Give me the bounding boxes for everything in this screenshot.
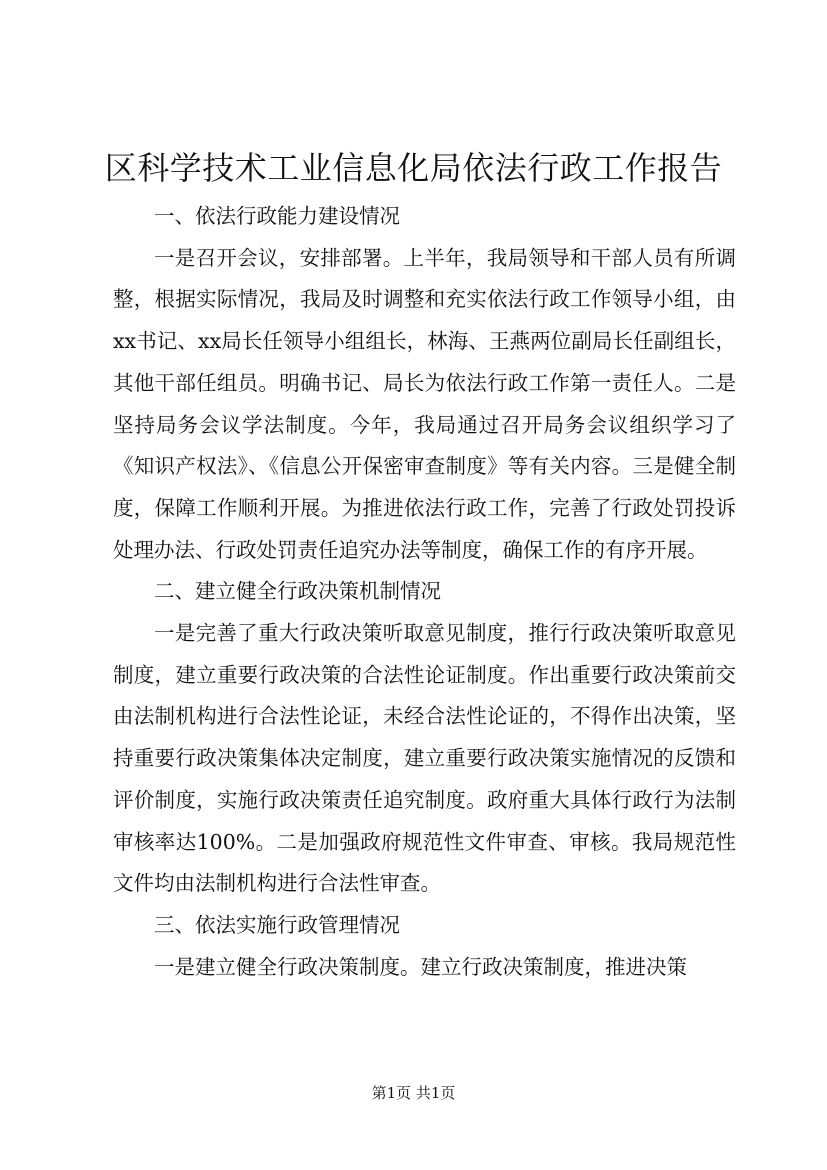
body-paragraph-1: 一是召开会议，安排部署。上半年，我局领导和干部人员有所调整，根据实际情况，我局及时调整和充实依法行政工作领导小组，由xx书记、xx局长任领导小组组长，林海、王燕两位副局长任副组长，其他干部任组员。明确书记、局长为依法行政工作第一责任人。二是坚持局务会议学法制度。今年，我局通过召开局务会议组织学习了《知识产权法》、《信息公开保密审查制度》等有关内容。三是健全制度，保障工作顺利开展。为推进依法行政工作，完善了行政处罚投诉处理办法、行政处罚责任追究办法等制度，确保工作的有序开展。: [113, 245, 736, 562]
section-heading-1: 一、依法行政能力建设情况: [154, 204, 400, 228]
page-footer: 第1页 共1页: [371, 1084, 456, 1102]
body-paragraph-2: 一是完善了重大行政决策听取意见制度，推行行政决策听取意见制度，建立重要行政决策的合法性论证制度。作出重要行政决策前交由法制机构进行合法性论证，未经合法性论证的，不得作出决策，坚持重要行政决策集体决定制度，建立重要行政决策实施情况的反馈和评价制度，实施行政决策责任追究制度。政府重大具体行政行为法制审核率达100%。二是加强政府规范性文件审查、审核。我局规范性文件均由法制机构进行合法性审查。: [113, 621, 736, 896]
document-body: [113, 196, 736, 988]
document-title: 区科学技术工业信息化局依法行政工作报告: [104, 149, 723, 187]
body-paragraph-3: 一是建立健全行政决策制度。建立行政决策制度，推进决策: [154, 954, 687, 979]
section-heading-3: 三、依法实施行政管理情况: [154, 912, 400, 937]
section-heading-2: 二、建立健全行政决策机制情况: [154, 579, 441, 604]
